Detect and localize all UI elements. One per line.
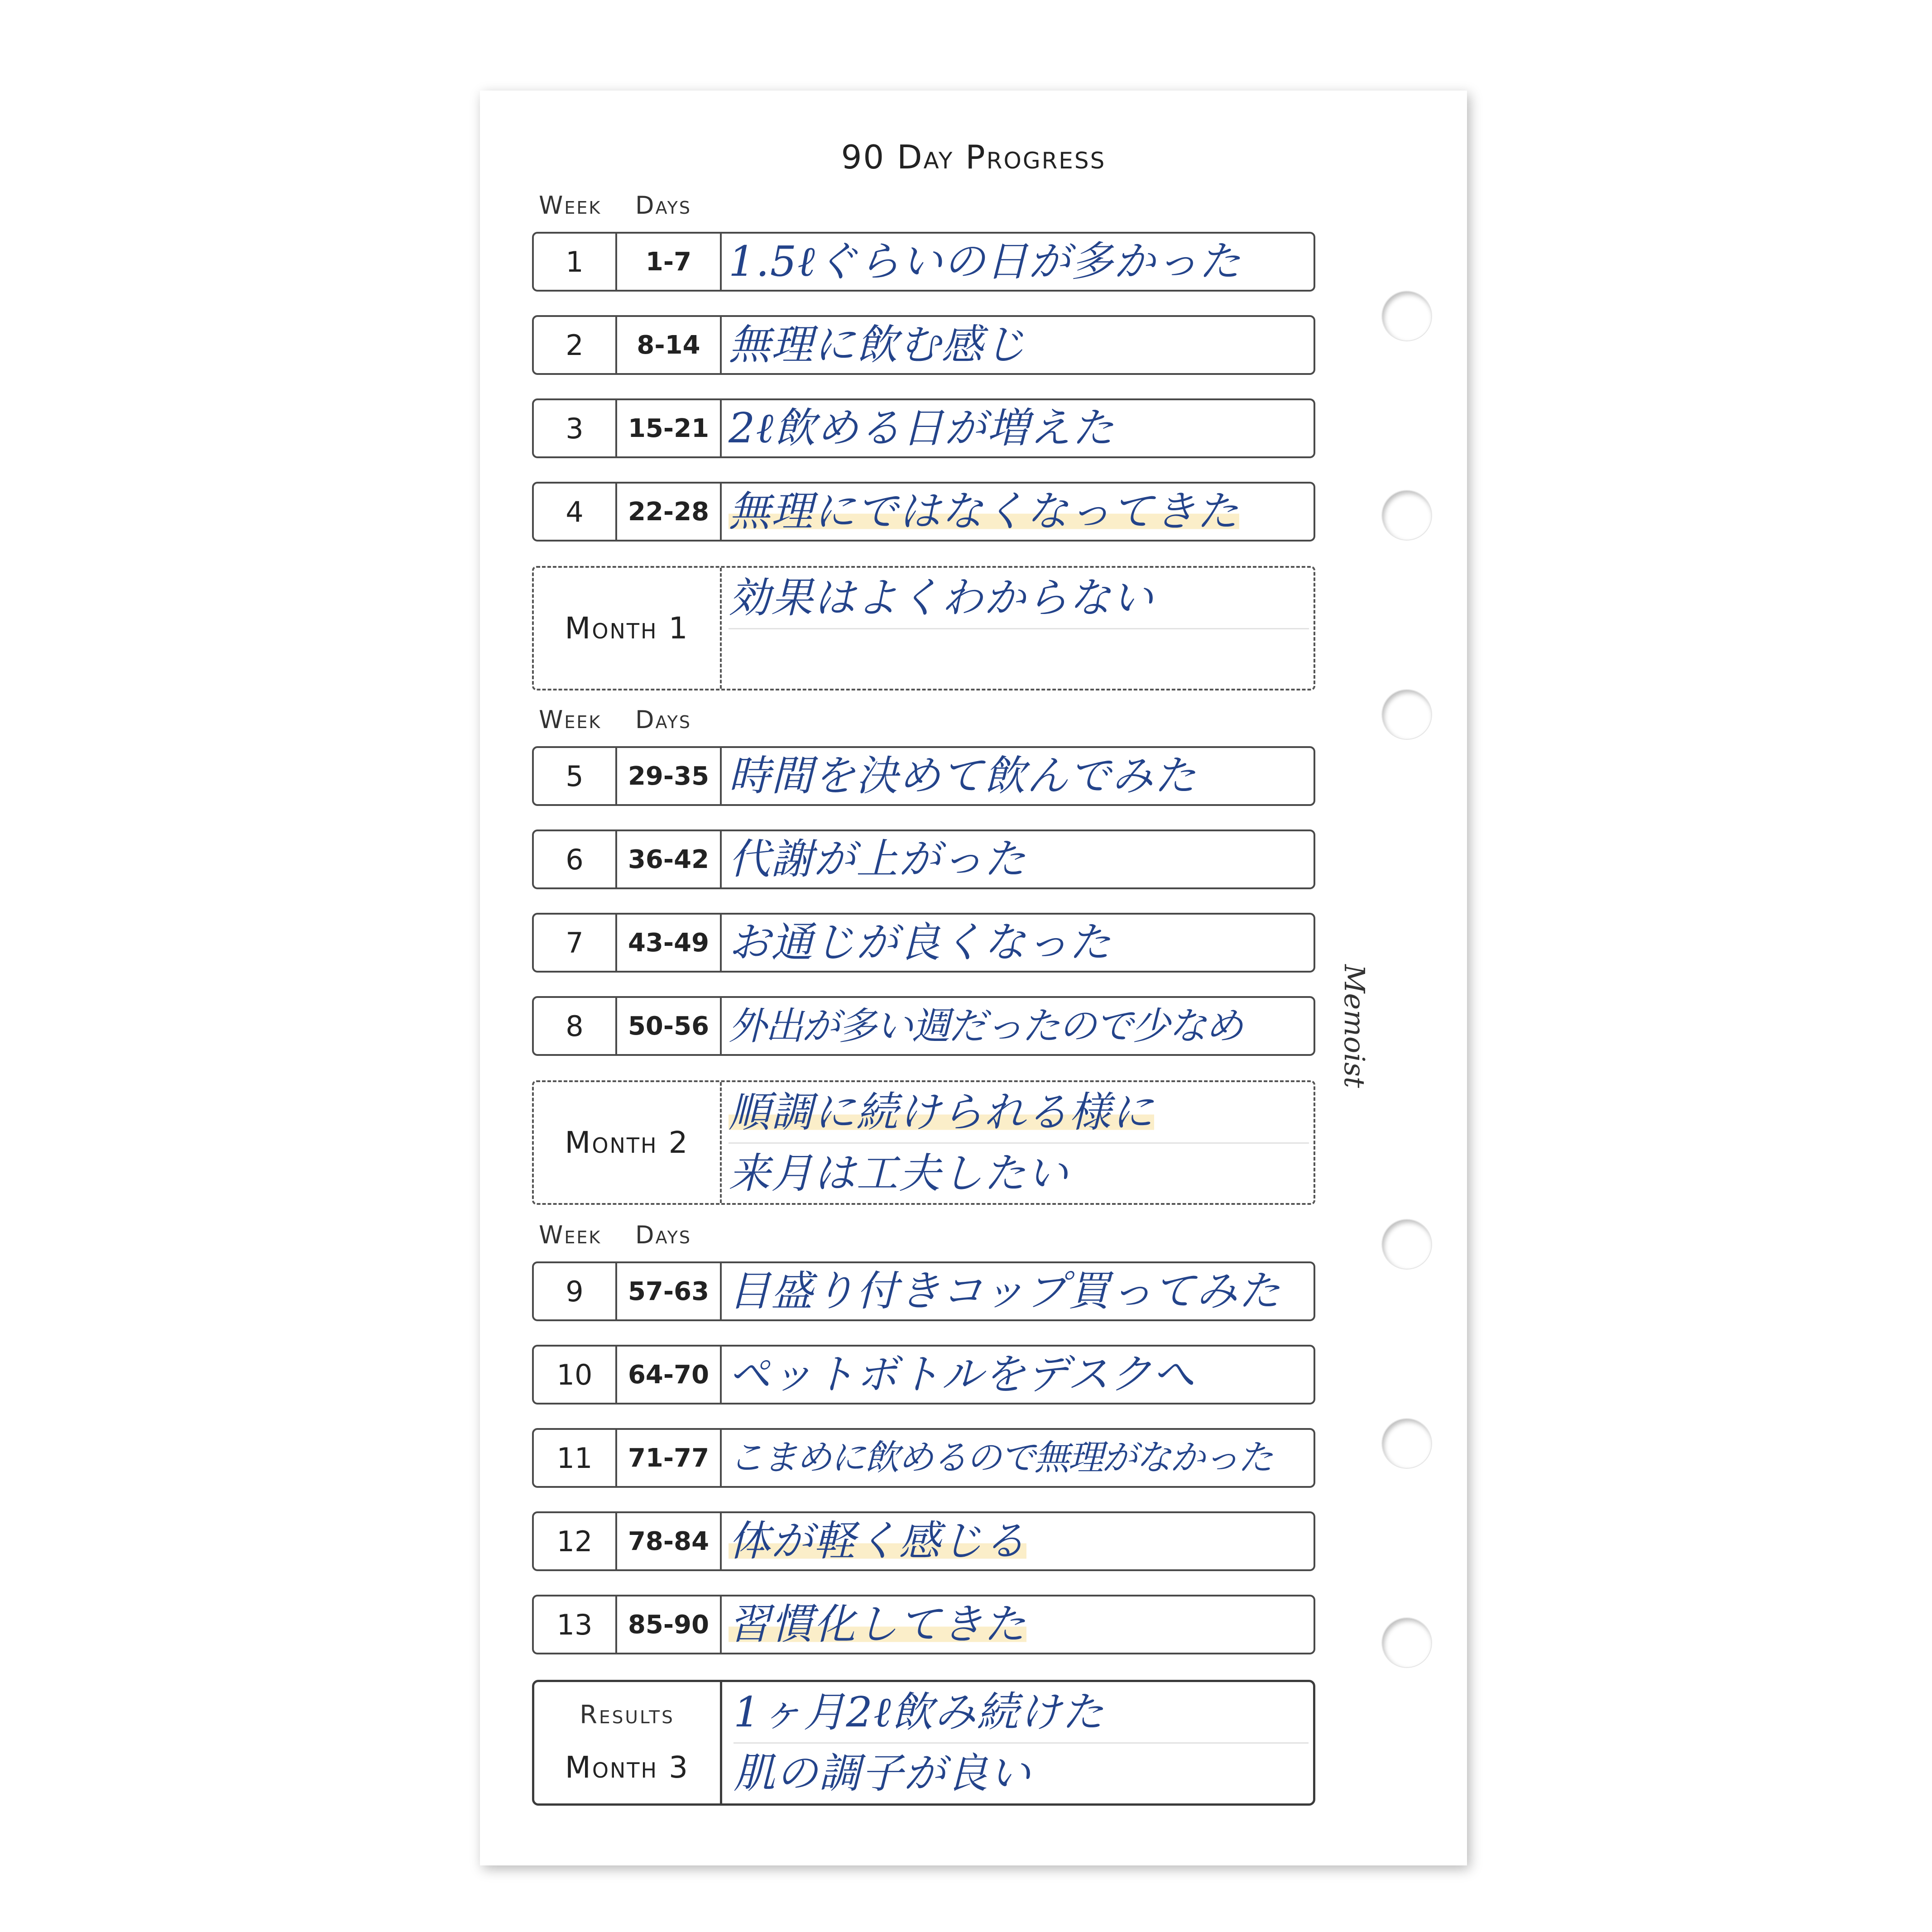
days-range: 8-14 xyxy=(615,317,722,373)
week-note: 目盛り付きコップ買ってみた xyxy=(729,1267,1281,1315)
days-range: 64-70 xyxy=(615,1347,722,1403)
week-row-2[interactable] xyxy=(532,315,1315,375)
week-note: 無理にではなくなってきた xyxy=(729,487,1240,536)
month-note-line-1: 順調に続けられる様に xyxy=(729,1088,1155,1136)
month-1-summary[interactable] xyxy=(532,566,1315,690)
week-note: 外出が多い週だったので少なめ xyxy=(729,1004,1242,1048)
month-note-line-2: 来月は工夫したい xyxy=(729,1149,1069,1198)
week-note: 習慣化してきた xyxy=(729,1600,1027,1649)
binder-hole-icon xyxy=(1382,491,1431,540)
week-note: 時間を決めて飲んでみた xyxy=(729,752,1197,800)
week-number: 1 xyxy=(566,245,584,278)
week-note: 代謝が上がった xyxy=(729,835,1027,883)
week-row-11[interactable] xyxy=(532,1428,1315,1488)
days-range: 78-84 xyxy=(615,1513,722,1569)
week-row-1[interactable] xyxy=(532,232,1315,292)
binder-hole-icon xyxy=(1382,1419,1431,1468)
week-header: Week xyxy=(539,705,602,734)
week-number: 7 xyxy=(566,926,584,959)
week-note: 体が軽く感じる xyxy=(729,1517,1027,1565)
days-range: 36-42 xyxy=(615,831,722,887)
week-number: 11 xyxy=(556,1441,593,1475)
week-number: 4 xyxy=(566,495,584,528)
week-header: Week xyxy=(539,191,602,220)
week-row-4[interactable] xyxy=(532,482,1315,542)
results-note-line-1: 1ヶ月2ℓ飲み続けた xyxy=(733,1688,1105,1736)
results-note-line-2: 肌の調子が良い xyxy=(733,1749,1032,1798)
section-header-3 xyxy=(480,1221,1467,1252)
binder-hole-icon xyxy=(1382,690,1431,739)
week-number: 13 xyxy=(556,1608,593,1641)
week-row-7[interactable] xyxy=(532,913,1315,973)
week-number: 8 xyxy=(566,1009,584,1043)
results-box[interactable] xyxy=(532,1680,1315,1806)
page-title: 90 Day Progress xyxy=(841,138,1106,176)
binder-hole-icon xyxy=(1382,1618,1431,1667)
binder-hole-icon xyxy=(1382,292,1431,340)
week-row-3[interactable] xyxy=(532,398,1315,458)
week-number: 9 xyxy=(566,1275,584,1308)
days-range: 71-77 xyxy=(615,1430,722,1486)
week-number: 3 xyxy=(566,412,584,445)
week-number: 5 xyxy=(566,759,584,793)
days-range: 50-56 xyxy=(615,998,722,1054)
week-row-6[interactable] xyxy=(532,829,1315,889)
days-range: 22-28 xyxy=(615,484,722,540)
section-header-1 xyxy=(480,191,1467,223)
week-row-13[interactable] xyxy=(532,1595,1315,1654)
days-range: 85-90 xyxy=(615,1596,722,1653)
week-row-10[interactable] xyxy=(532,1345,1315,1405)
month-2-summary[interactable] xyxy=(532,1080,1315,1205)
section-header-2 xyxy=(480,705,1467,737)
results-month-label: Month 3 xyxy=(565,1750,690,1785)
days-header: Days xyxy=(635,191,691,220)
week-note: 無理に飲む感じ xyxy=(729,321,1027,369)
days-range: 15-21 xyxy=(615,400,722,456)
planner-sheet xyxy=(480,91,1467,1865)
week-note: 1.5ℓぐらいの日が多かった xyxy=(729,237,1242,286)
days-header: Days xyxy=(635,705,691,734)
days-range: 29-35 xyxy=(615,748,722,804)
week-row-5[interactable] xyxy=(532,746,1315,806)
week-header: Week xyxy=(539,1221,602,1249)
week-row-8[interactable] xyxy=(532,996,1315,1056)
week-number: 10 xyxy=(556,1358,593,1391)
week-number: 2 xyxy=(566,328,584,362)
week-note: 2ℓ飲める日が増えた xyxy=(729,404,1115,452)
binder-hole-icon xyxy=(1382,1220,1431,1269)
month-label: Month 1 xyxy=(534,568,722,689)
results-label-cell xyxy=(534,1682,722,1803)
week-note: ペットボトルをデスクへ xyxy=(729,1350,1195,1399)
week-row-12[interactable] xyxy=(532,1511,1315,1571)
week-note: お通じが良くなった xyxy=(729,918,1112,967)
days-range: 43-49 xyxy=(615,915,722,971)
days-range: 57-63 xyxy=(615,1263,722,1319)
results-label: Results xyxy=(580,1700,675,1730)
week-number: 6 xyxy=(566,843,584,876)
week-note: こまめに飲めるので無理がなかった xyxy=(729,1438,1272,1478)
brand-logo: Memoist xyxy=(1338,964,1371,1088)
month-label: Month 2 xyxy=(534,1082,722,1203)
month-note-line-1: 効果はよくわからない xyxy=(729,573,1155,622)
days-range: 1-7 xyxy=(615,234,722,290)
days-header: Days xyxy=(635,1221,691,1249)
week-row-9[interactable] xyxy=(532,1261,1315,1321)
week-number: 12 xyxy=(556,1525,593,1558)
